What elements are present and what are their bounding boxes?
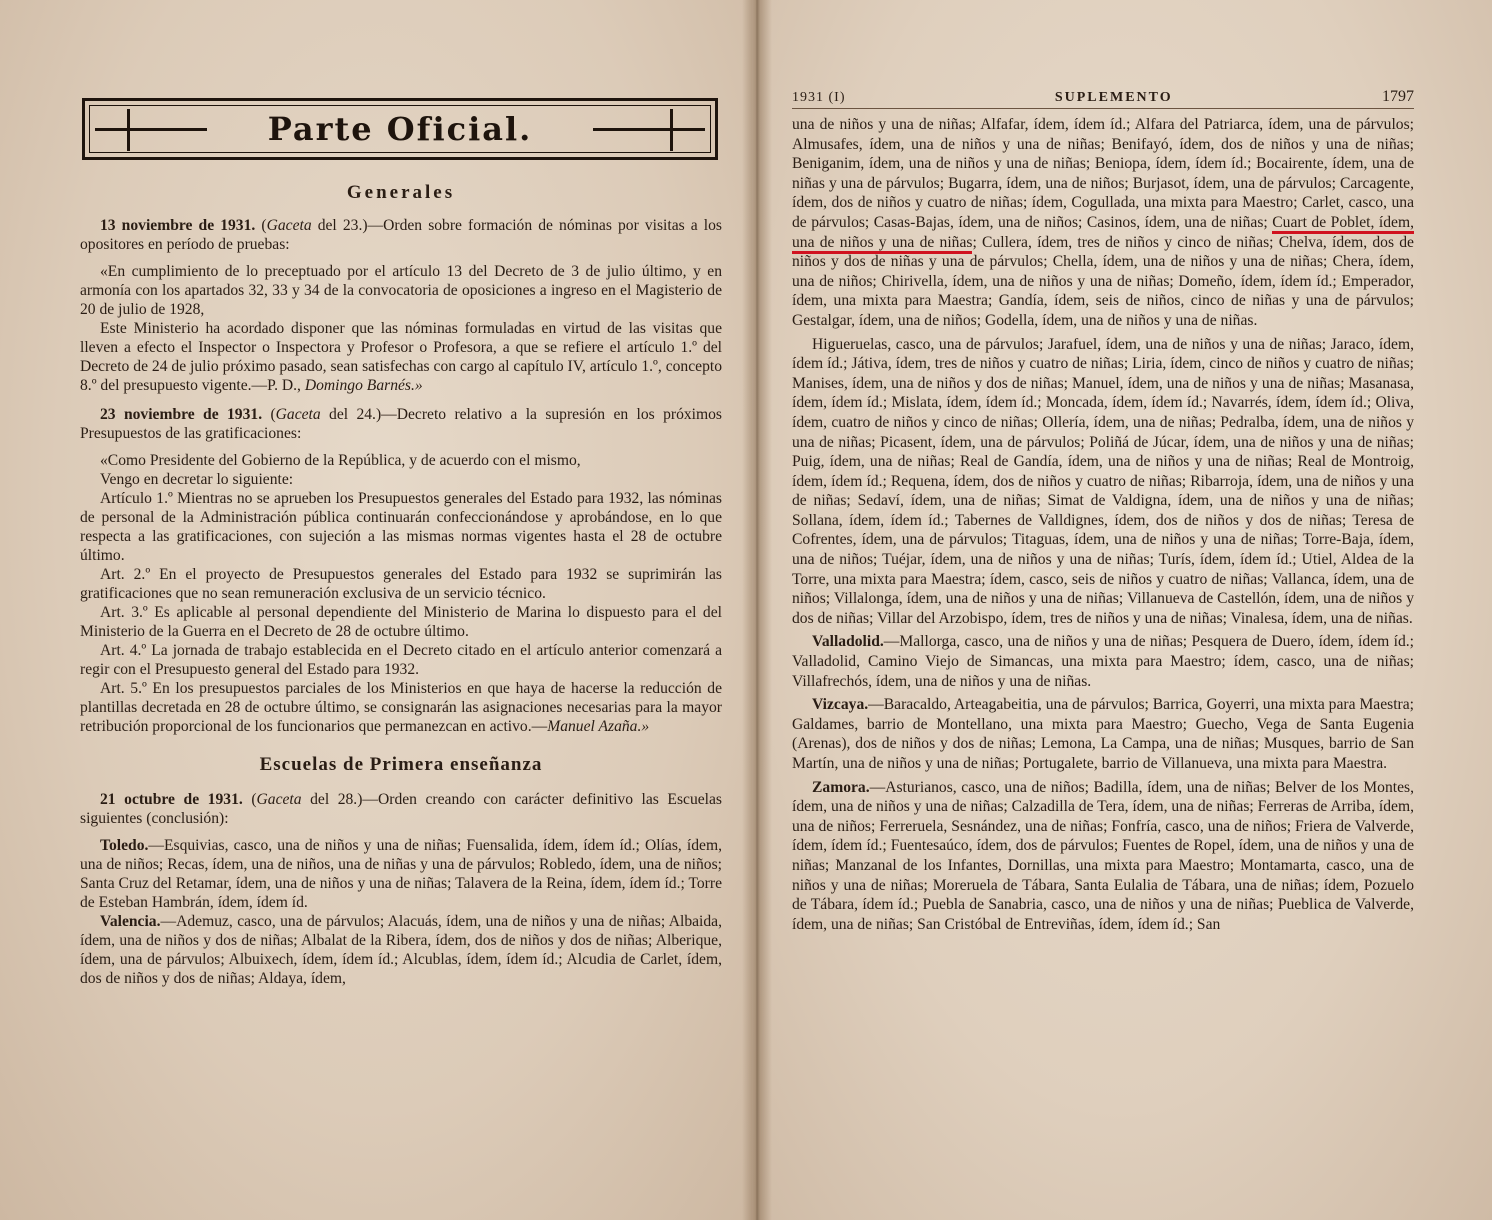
province-name: Valencia. — [100, 913, 161, 930]
article-text: Art. 5.º En los presupuestos parciales de los Ministerios en que haya de hacerse la reducción de plantillas decretada en 28 de octubre último, se consignarán las asignaciones necesarias para la mayor retribución proporcional de los funcionarios que permanezcan en activo.— — [80, 680, 722, 735]
paragraph-text: Este Ministerio ha acordado disponer que las nóminas formuladas en virtud de las visitas que lleven a efecto el Inspector o Inspectora y Profesor o Profesora, a que se refiere el artículo 1.º del Decreto de 24 de julio próximo pasado, sean satisfechas con cargo al capítulo IV, artículo 1.º, concepto 8.º del presupuesto vigente.—P. D., — [80, 320, 722, 394]
article-3: Art. 3.º Es aplicable al personal dependiente del Ministerio de Marina lo dispuesto para el del Ministerio de la Guerra en el Decreto de 28 de octubre último. — [80, 604, 722, 640]
province-name: Vizcaya. — [812, 696, 869, 714]
entry-paren-open: ( — [262, 406, 276, 423]
gaceta-label: Gaceta — [275, 406, 321, 423]
entry-13-noviembre — [80, 216, 722, 254]
province-toledo — [80, 836, 722, 912]
entry-21-octubre — [80, 790, 722, 828]
article-5 — [80, 679, 722, 736]
highlighted-phrase: Cuart de Poblet, ídem, una de niños y una de niñas — [792, 214, 1414, 254]
province-zamora — [792, 778, 1414, 935]
province-list: —Esquivias, casco, una de niños y una de niñas; Fuensalida, ídem, ídem íd.; Olías, ídem, una de niños; Recas, ídem, una de niños, una de niñas y una de párvulos; Robledo, ídem, una de niños; Santa Cruz del Retamar, ídem, una de niños y una de niñas; Talavera de la Reina, ídem, ídem íd.; Torre de Esteban Hambrán, ídem, ídem íd. — [80, 837, 722, 911]
article-4: Art. 4.º La jornada de trabajo establecida en el Decreto citado en el artículo anterior comenzará a regir con el Presupuesto general del Estado para 1932. — [80, 642, 722, 678]
banner-title: Parte Oficial. — [267, 110, 533, 148]
section-heading-escuelas: Escuelas de Primera enseñanza — [259, 754, 543, 775]
entry-date: 23 noviembre de 1931. — [100, 406, 263, 423]
signature: Domingo Barnés.» — [304, 377, 423, 394]
running-head — [792, 88, 1414, 109]
parte-oficial-banner — [82, 98, 718, 160]
running-head-title: SUPLEMENTO — [1054, 90, 1173, 105]
section-heading-generales: Generales — [346, 182, 456, 203]
paragraph: «Como Presidente del Gobierno de la República, y de acuerdo con el mismo, — [100, 452, 581, 469]
province-name: Zamora. — [812, 778, 870, 796]
gaceta-label: Gaceta — [266, 217, 312, 234]
paragraph-text: ; Cullera, ídem, tres de niños y cinco de niñas; Chelva, ídem, dos de niños y dos de niñas y una de párvulos; Chella, ídem, una de niños y una de niñas; Chera, ídem, una de niños; Chirivella, ídem, una de niños y una de niñas; Domeño, ídem, ídem íd.; Emperador, ídem, una mixta para Maestra; Gandía, ídem, seis de niños, cinco de niñas y una de párvulos; Gestalgar, ídem, una de niños; Godella, ídem, una de niños y una de niñas. — [792, 233, 1414, 329]
page-number: 1797 — [1381, 88, 1414, 105]
paragraph — [80, 319, 722, 395]
entry-summary: del 24.)—Decreto relativo a la supresión en los próximos Presupuestos de las gratificaciones: — [80, 406, 722, 442]
province-name: Valladolid. — [812, 633, 884, 651]
valencia-paragraph-2: Higueruelas, casco, una de párvulos; Jarafuel, ídem, una de niños y una de niñas; Jaraco, ídem, ídem íd.; Játiva, ídem, tres de niños y cuatro de niñas; Liria, ídem, cinco de niños y cuatro de niñas; Manises, ídem, una de niños y dos de niñas; Manuel, ídem, una de niños y una de niñas; Masanasa, ídem, ídem íd.; Mislata, ídem, ídem íd.; Moncada, ídem, ídem íd.; Navarrés, ídem, ídem íd.; Oliva, ídem, cuatro de niños y cinco de niñas; Ollería, ídem, una de niñas; Pedralba, ídem, una de niños y una de niñas; Picasent, ídem, una de párvulos; Poliñá de Júcar, ídem, una de niños y una de niñas; Puig, ídem, una de niñas; Real de Gandía, ídem, una de niños y una de niñas; Real de Montroig, ídem, ídem íd.; Requena, ídem, dos de niños y cuatro de niñas; Ribarroja, ídem, una de niños y una de niñas; Sedaví, ídem, una de niñas; Simat de Valdigna, ídem, una de niños y una de niñas; Sollana, ídem, ídem íd.; Tabernes de Valldignes, ídem, dos de niños y dos de niñas; Teresa de Cofrentes, ídem, una de párvulos; Titaguas, ídem, una de niños y una de niñas; Torre-Baja, ídem, una de niños; Tuéjar, ídem, una de niños y una de niñas; Turís, ídem, ídem íd.; Utiel, Aldea de la Torre, una mixta para Maestra; ídem, casco, seis de niños y cuatro de niñas; Vallanca, ídem, una de niños; Villalonga, ídem, una de niños y una de niñas; Villanueva de Castellón, ídem, una de niños y dos de niñas; Villar del Arzobispo, ídem, tres de niños y una de niñas; Vinalesa, ídem, una de niñas. — [792, 335, 1414, 627]
paragraph-text: una de niños y una de niñas; Alfafar, ídem, ídem íd.; Alfara del Patriarca, ídem, una de párvulos; Almusafes, ídem, una de niños y una de niñas; Benifayó, ídem, dos de niños y una de niñas; Beniganim, ídem, una de niños y una de niñas; Beniopa, ídem, ídem íd.; Bocairente, ídem, una de niñas y una de párvulos; Bugarra, ídem, una de niños; Burjasot, ídem, una de párvulos; Carcagente, ídem, dos de niños y cuatro de niñas; ídem, Cogullada, una mixta para Maestro; Carlet, casco, una de párvulos; Casas-Bajas, ídem, una de niños; Casinos, ídem, una de niñas; — [792, 116, 1414, 231]
valencia-continuation — [792, 115, 1414, 331]
entry-summary: del 23.)—Orden sobre formación de nóminas por visitas a los opositores en período de pruebas: — [80, 217, 723, 253]
entry-paren-open: ( — [255, 217, 267, 234]
paragraph: Vengo en decretar lo siguiente: — [100, 471, 294, 488]
article-2: Art. 2.º En el proyecto de Presupuestos generales del Estado para 1932 se suprimirán las gratificaciones que no sean remuneración exclusiva de un servicio técnico. — [80, 566, 722, 602]
entry-date: 13 noviembre de 1931. — [100, 217, 256, 234]
running-head-year: 1931 (I) — [792, 90, 846, 105]
province-list: —Ademuz, casco, una de párvulos; Alacuás, ídem, una de niños y una de niñas; Albaida, ídem, una de niños y dos de niñas; Albalat de la Ribera, ídem, dos de niños y dos de niñas; Alberique, ídem, una de párvulos; Albuixech, ídem, ídem íd.; Alcublas, ídem, ídem íd.; Alcudia de Carlet, ídem, dos de niños y dos de niñas; Aldaya, ídem, — [80, 913, 722, 987]
signature: Manuel Azaña.» — [547, 718, 650, 735]
province-vizcaya — [792, 695, 1414, 773]
province-list: —Baracaldo, Arteagabeitia, una de párvulos; Barrica, Goyerri, una mixta para Maestra; Galdames, barrio de Montellano, una mixta para Maestro; Guecho, Vega de Santa Eugenia (Arenas), dos de niños y dos de niñas; Lemona, La Campa, una de niñas; Musques, barrio de San Martín, una de niños y una de niñas; Portugalete, barrio de Villanueva, una mixta para Maestra. — [792, 696, 1414, 772]
entry-paren-open: ( — [242, 791, 257, 808]
province-name: Toledo. — [100, 837, 149, 854]
article-1: Artículo 1.º Mientras no se aprueben los Presupuestos generales del Estado para 1932, las nóminas de personal de la Administración pública continuarán confeccionándose y aprobándose, en lo que respecta a las gratificaciones, con sujeción a las mismas normas vigentes hasta el 28 de octubre último. — [80, 490, 722, 564]
gaceta-label: Gaceta — [256, 791, 302, 808]
province-list: —Mallorga, casco, una de niños y una de niñas; Pesquera de Duero, ídem, ídem íd.; Valladolid, Camino Viejo de Simancas, una mixta para Maestro; ídem, casco, una de niñas; Villafrechós, ídem, una de niños y una de niñas. — [792, 633, 1414, 690]
province-list: —Asturianos, casco, una de niños; Badilla, ídem, una de niñas; Belver de los Montes, ídem, una de niños y una de niñas; Calzadilla de Tera, ídem, una de niñas; Ferreras de Arriba, ídem, una de niños; Ferreruela, Sesnández, una de niñas; Fonfría, casco, una de niños; Friera de Valverde, ídem, ídem íd.; Fuentesaúco, ídem, dos de párvulos; Fuentes de Ropel, ídem, una de niños y una de niñas; Manzanal de los Infantes, Dornillas, una mixta para Maestro; Montamarta, casco, una de niños y una de niñas; Moreruela de Tábara, Santa Eulalia de Tábara, una de niñas; ídem, Pozuelo de Tábara, ídem íd.; Puebla de Sanabria, casco, una de niños y una de niñas; Pueblica de Valverde, ídem, una de niñas; San Cristóbal de Entreviñas, ídem, ídem íd.; San — [792, 778, 1414, 933]
province-valencia — [80, 912, 722, 988]
entry-23-noviembre — [80, 405, 722, 443]
right-page — [752, 0, 1492, 1220]
entry-date: 21 octubre de 1931. — [100, 791, 243, 808]
province-valladolid — [792, 632, 1414, 691]
entry-summary: del 28.)—Orden creando con carácter definitivo las Escuelas siguientes (conclusión): — [80, 791, 722, 827]
paragraph: «En cumplimiento de lo preceptuado por el artículo 13 del Decreto de 3 de julio último, y en armonía con los apartados 32, 33 y 34 de la convocatoria de oposiciones a ingreso en el Magisterio de 20 de julio de 1928, — [80, 263, 722, 318]
